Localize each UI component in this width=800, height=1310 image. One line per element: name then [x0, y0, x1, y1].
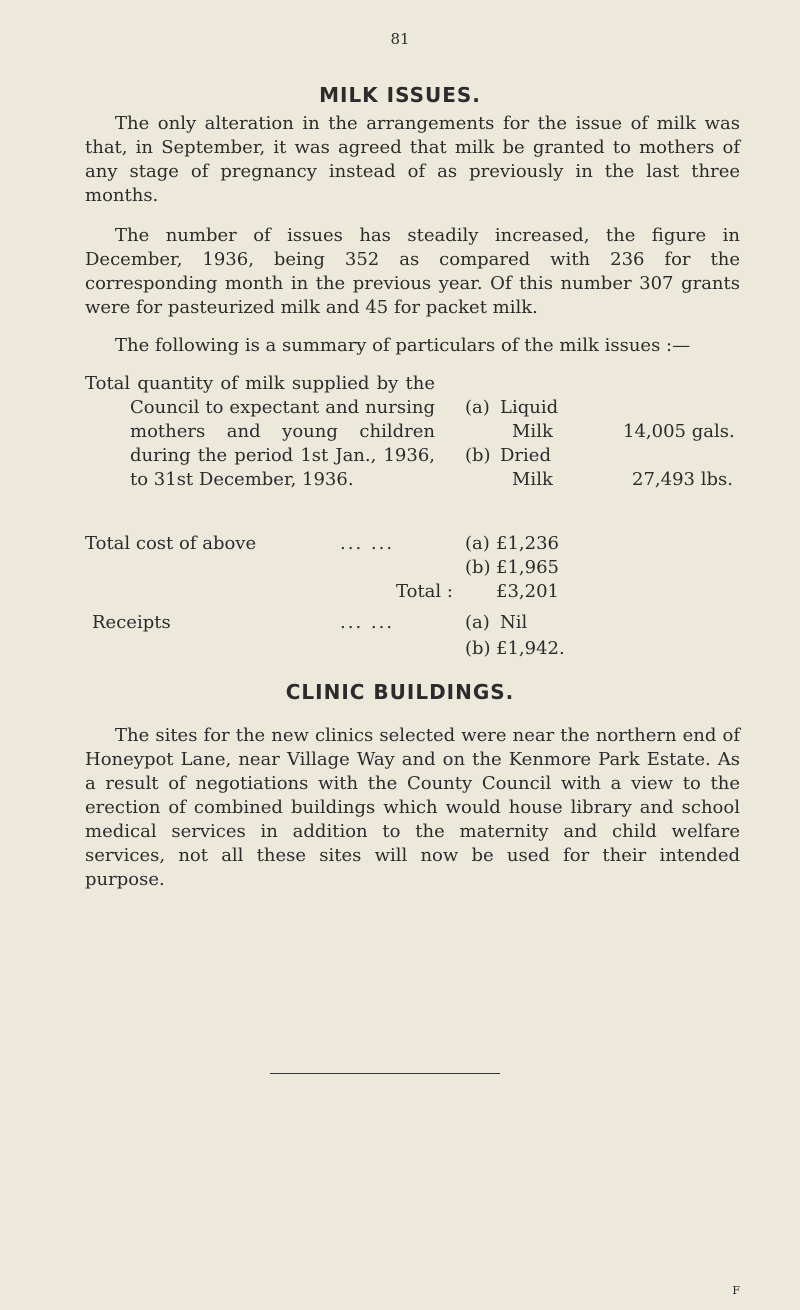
quantity-a-name-2: Milk	[512, 421, 553, 442]
milk-paragraph-2: The number of issues has steadily increased, the figure in December, 1936, being 352 as compared with 236 for the corresponding month in the previous year. Of this number 307 grants were for pasteurized milk and 45 for packet milk.	[85, 225, 740, 318]
milk-issues-heading: MILK ISSUES.	[319, 83, 481, 107]
clinic-buildings-heading: CLINIC BUILDINGS.	[285, 680, 515, 704]
footer-mark: F	[732, 1284, 740, 1297]
cost-a-value: £1,236	[496, 533, 559, 554]
quantity-a-value: 14,005 gals.	[623, 421, 735, 442]
total-value: £3,201	[496, 581, 559, 602]
receipts-a-value: Nil	[500, 612, 528, 633]
cost-b-value: £1,965	[496, 557, 559, 578]
receipts-label: Receipts	[92, 612, 171, 633]
milk-paragraph-1: The only alteration in the arrangements for the issue of milk was that, in September, it was agreed that milk be granted to mothers of any stage of pregnancy instead of as previously in the last three months.	[85, 113, 740, 206]
clinic-paragraph: The sites for the new clinics selected were near the northern end of Honeypot Lane, near Village Way and on the Kenmore Park Estate. As a result of negotiations with the County Council with a view to the erection of combined buildings which would house library and school medical services in addition to the maternity and child welfare services, not all these sites will now be used for their intended purpose.	[85, 725, 740, 890]
receipts-b-label: (b)	[465, 638, 491, 659]
quantity-b-name: Dried	[500, 445, 551, 466]
quantity-b-name-2: Milk	[512, 469, 553, 490]
receipts-b-value: £1,942.	[496, 638, 565, 659]
quantity-b-label: (b)	[465, 445, 491, 466]
cost-b-label: (b)	[465, 557, 491, 578]
total-label: Total :	[396, 581, 453, 602]
section-rule	[270, 1073, 500, 1074]
page-number: 81	[390, 30, 410, 48]
quantity-a-label: (a)	[465, 397, 490, 418]
receipts-dots: ... ...	[340, 612, 395, 633]
receipts-a-label: (a)	[465, 612, 490, 633]
cost-dots: ... ...	[340, 533, 395, 554]
quantity-b-value: 27,493 lbs.	[632, 469, 733, 490]
quantity-description: Total quantity of milk supplied by the Council to expectant and nursing mothers and young children during the period 1st Jan., 1936, to 31st December, 1936.	[85, 373, 435, 490]
milk-paragraph-3: The following is a summary of particulars of the milk issues :—	[115, 335, 691, 356]
quantity-a-name: Liquid	[500, 397, 559, 418]
cost-label: Total cost of above	[85, 533, 257, 554]
cost-a-label: (a)	[465, 533, 490, 554]
